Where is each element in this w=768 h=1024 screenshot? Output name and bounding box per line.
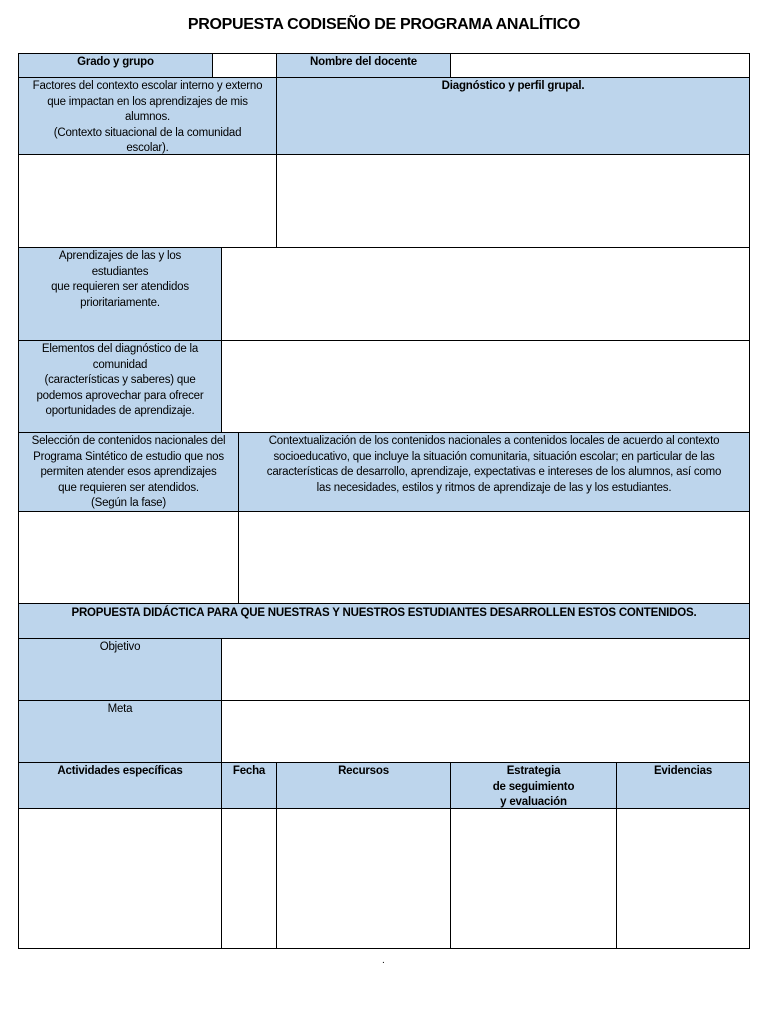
contexto-escolar-label: Factores del contexto escolar interno y externo que impactan en los aprendizajes de mis alumnos. (Contexto situacional de la comunidad escolar).	[18, 77, 277, 155]
evidencias-header: Evidencias	[616, 762, 750, 809]
recursos-header: Recursos	[276, 762, 451, 809]
nombre-docente-field[interactable]	[450, 53, 750, 78]
page-title: PROPUESTA CODISEÑO DE PROGRAMA ANALÍTICO	[187, 16, 581, 33]
objetivo-label: Objetivo	[18, 638, 222, 701]
actividades-header: Actividades específicas	[18, 762, 222, 809]
meta-label: Meta	[18, 700, 222, 763]
contextualizacion-field[interactable]	[238, 511, 750, 604]
seleccion-contenidos-label: Selección de contenidos nacionales del Programa Sintético de estudio que nos permiten atender esos aprendizajes que requieren ser atendidos. (Según la fase)	[18, 432, 239, 512]
elementos-diagnostico-label: Elementos del diagnóstico de la comunidad (características y saberes) que podemos aprovechar para ofrecer oportunidades de aprendizaje.	[18, 340, 222, 433]
aprendizajes-label: Aprendizajes de las y los estudiantes que requieren ser atendidos prioritariamente.	[18, 247, 222, 341]
contexto-escolar-field[interactable]	[18, 154, 277, 248]
estrategia-header: Estrategia de seguimiento y evaluación	[450, 762, 617, 809]
evidencias-field[interactable]	[616, 808, 750, 949]
meta-field[interactable]	[221, 700, 750, 763]
actividades-field[interactable]	[18, 808, 222, 949]
fecha-field[interactable]	[221, 808, 277, 949]
seleccion-contenidos-field[interactable]	[18, 511, 239, 604]
objetivo-field[interactable]	[221, 638, 750, 701]
propuesta-didactica-heading: PROPUESTA DIDÁCTICA PARA QUE NUESTRAS Y NUESTROS ESTUDIANTES DESARROLLEN ESTOS CONTENIDOS.	[18, 603, 750, 639]
estrategia-field[interactable]	[450, 808, 617, 949]
grado-grupo-field[interactable]	[212, 53, 277, 78]
contextualizacion-label: Contextualización de los contenidos nacionales a contenidos locales de acuerdo al contexto socioeducativo, que incluye la situación comunitaria, situación escolar; en particular de las características de desarrollo, aprendizaje, expectativas e intereses de los alumnos, así como las necesidades, estilos y ritmos de aprendizaje de las y los estudiantes.	[238, 432, 750, 512]
diagnostico-label: Diagnóstico y perfil grupal.	[276, 77, 750, 155]
footer-mark: .	[382, 955, 385, 966]
fecha-header: Fecha	[221, 762, 277, 809]
diagnostico-field[interactable]	[276, 154, 750, 248]
nombre-docente-label: Nombre del docente	[276, 53, 451, 78]
grado-grupo-label: Grado y grupo	[18, 53, 213, 78]
recursos-field[interactable]	[276, 808, 451, 949]
elementos-diagnostico-field[interactable]	[221, 340, 750, 433]
aprendizajes-field[interactable]	[221, 247, 750, 341]
